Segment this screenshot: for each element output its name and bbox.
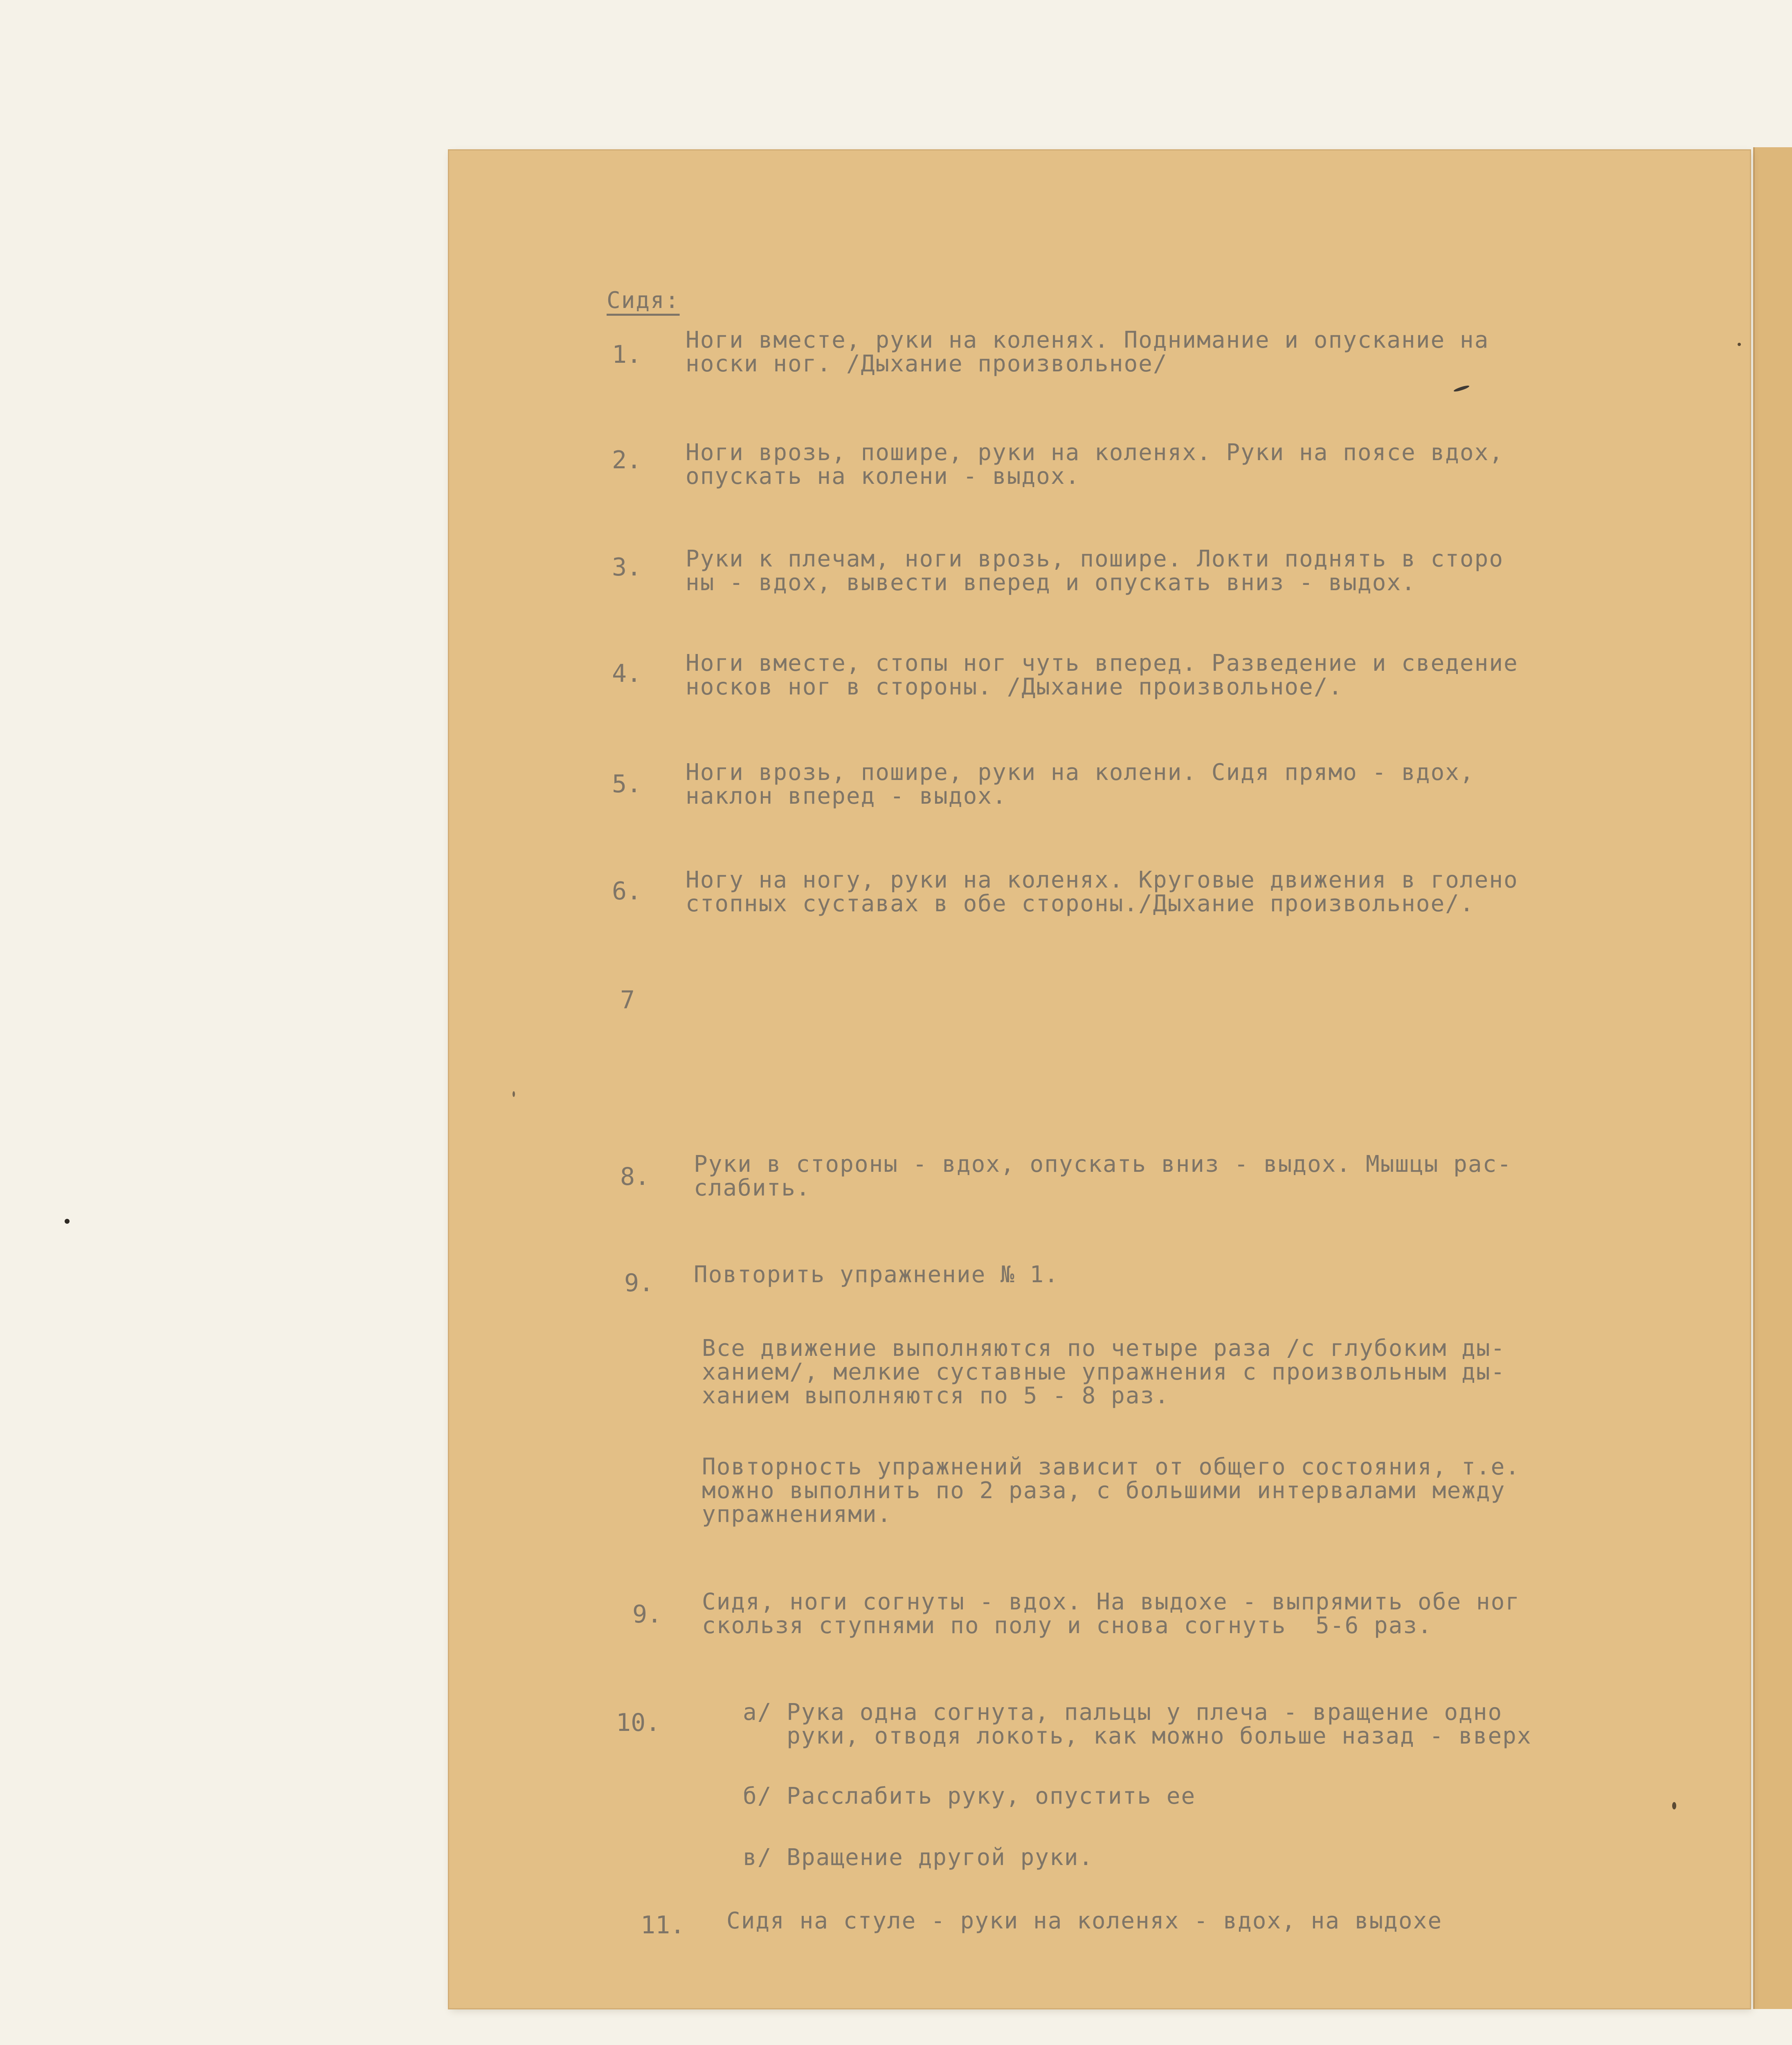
item-1-line-1: Ноги вместе, руки на коленях. Поднимание и опускание на [686,327,1489,353]
scan-speck [513,1091,515,1097]
item-10-number: 10. [616,1708,661,1737]
item-2-number: 2. [612,446,642,474]
paper-speck [1672,1802,1676,1809]
item-9b-line-2: скользя ступнями по полу и снова согнуть 5-6 раз. [702,1612,1432,1639]
item-4-line-1: Ноги вместе, стопы ног чуть вперед. Разведение и сведение [686,650,1518,676]
item-6-line-1: Ногу на ногу, руки на коленях. Круговые движения в голено [686,867,1518,893]
item-5-number: 5. [612,770,642,798]
paper-speck [1738,343,1741,346]
item-4-line-2: носков ног в стороны. /Дыхание произвольное/. [686,674,1343,700]
ink-mark [1453,384,1470,393]
item-8-number: 8. [620,1162,650,1191]
item-5-line-1: Ноги врозь, пошире, руки на колени. Сидя прямо - вдох, [686,759,1475,786]
item-3-line-1: Руки к плечам, ноги врозь, пошире. Локти поднять в сторо [686,546,1504,572]
item-9-number: 9. [624,1269,654,1297]
item-7-number: 7 [620,986,635,1014]
item-10c-line: в/ Вращение другой руки. [743,1844,1094,1871]
note-1-line-1: Все движение выполняются по четыре раза /с глубоким ды- [702,1335,1506,1362]
item-8-line-1: Руки в стороны - вдох, опускать вниз - выдох. Мышцы рас- [694,1151,1512,1178]
item-2-line-1: Ноги врозь, пошире, руки на коленях. Руки на поясе вдох, [686,439,1504,466]
item-1-number: 1. [612,340,642,369]
item-10b-line: б/ Расслабить руку, опустить ее [743,1783,1196,1809]
item-11-line-1: Сидя на стуле - руки на коленях - вдох, на выдохе [726,1908,1443,1934]
item-11-number: 11. [641,1911,685,1939]
note-2-line-2: можно выполнить по 2 раза, с большими интервалами между [702,1477,1506,1504]
note-1-line-2: ханием/, мелкие суставные упражнения с произвольным ды- [702,1359,1506,1385]
item-1-line-2: носки ног. /Дыхание произвольное/ [686,351,1168,377]
typewritten-page [449,151,1750,2008]
item-10a-line-1: а/ Рука одна согнута, пальцы у плеча - вращение одно [743,1699,1503,1726]
item-2-line-2: опускать на колени - выдох. [686,463,1080,490]
item-10a-line-2: руки, отводя локоть, как можно больше назад - вверх [743,1723,1532,1749]
item-9b-number: 9. [632,1600,662,1629]
item-6-line-2: стопных суставах в обе стороны./Дыхание произвольное/. [686,890,1475,917]
item-8-line-2: слабить. [694,1175,811,1201]
item-9-line-1: Повторить упражнение № 1. [694,1261,1059,1288]
section-heading: Сидя: [607,287,680,314]
item-4-number: 4. [612,659,642,688]
item-5-line-2: наклон вперед - выдох. [686,783,1007,809]
item-6-number: 6. [612,877,642,906]
scan-speck [65,1219,70,1224]
note-2-line-1: Повторность упражнений зависит от общего состояния, т.е. [702,1454,1520,1480]
note-2-line-3: упражнениями. [702,1501,892,1528]
adjacent-page-edge [1753,147,1792,2009]
item-3-number: 3. [612,553,642,582]
item-3-line-2: ны - вдох, вывести вперед и опускать вниз - выдох. [686,569,1416,596]
item-9b-line-1: Сидя, ноги согнуты - вдох. На выдохе - выпрямить обе ног [702,1589,1520,1615]
note-1-line-3: ханием выполняются по 5 - 8 раз. [702,1382,1169,1409]
